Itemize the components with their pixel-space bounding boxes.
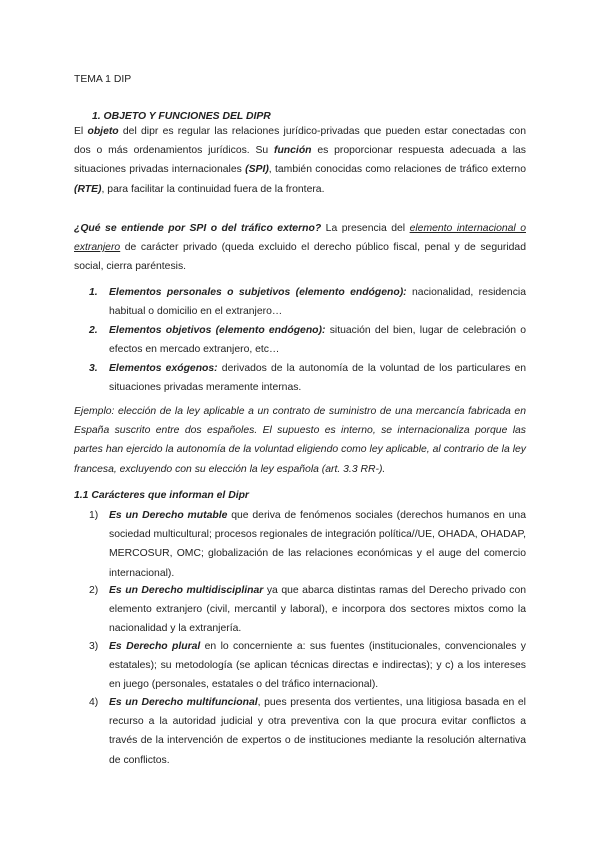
- text: del dipr es regular las relaciones jurídico-privadas que pueden estar conectadas con dos o más ordenamientos jurídicos. Su: [74, 126, 526, 157]
- section-heading: 1. OBJETO Y FUNCIONES DEL DIPR: [92, 111, 271, 122]
- text: La presencia del: [321, 223, 410, 234]
- list-number: 1.: [89, 287, 98, 298]
- underlined-term: elemento internacional o extranjero: [74, 223, 526, 254]
- list-term: Es Derecho plural: [109, 641, 201, 652]
- document-title: TEMA 1 DIP: [74, 74, 132, 85]
- term-spi: (SPI): [245, 164, 269, 176]
- list-number: 4): [89, 697, 99, 708]
- text: , para facilitar la continuidad fuera de la frontera.: [101, 183, 325, 195]
- text: , también conocidas como relaciones de tráfico externo: [268, 164, 526, 176]
- list-item: [89, 506, 526, 583]
- list-item: [89, 321, 526, 359]
- paragraph-spi: [74, 219, 526, 277]
- list-term: Elementos personales o subjetivos (elemento endógeno):: [109, 287, 407, 298]
- term-rte: (RTE): [74, 183, 102, 195]
- list-term: Es un Derecho multifuncional: [109, 697, 258, 708]
- question: ¿Qué se entiende por SPI o del tráfico externo?: [74, 223, 322, 234]
- example-paragraph: Ejemplo: elección de la ley aplicable a un contrato de suministro de una mercancía fabricada en España suscrito entre dos españoles. El supuesto es interno, se internacionaliza porque las partes han ejercido la autonomía de la voluntad eligiendo como ley aplicable, al contrario de la ley francesa, excluyendo con su elección la ley española (art. 3.3 RR-).: [74, 406, 526, 475]
- list-number: 3.: [89, 363, 98, 374]
- list-text: en lo concerniente a: sus fuentes (institucionales, convencionales y estatales); su metodología (se aplican técnicas directas e indirectas); y c) a los intereses en juego (personales, estatales o del tráfico internacional).: [109, 641, 526, 691]
- list-item: [89, 693, 526, 770]
- text: El: [74, 126, 88, 137]
- list-item: [89, 359, 526, 397]
- list-term: Elementos exógenos:: [109, 363, 218, 374]
- paragraph-objeto: [74, 122, 526, 199]
- list-item: [89, 581, 526, 639]
- term-objeto: objeto: [87, 126, 119, 137]
- list-number: 3): [89, 641, 99, 652]
- text: es proporcionar respuesta adecuada a las situaciones privadas internacionales: [74, 145, 526, 176]
- list-item: [89, 283, 526, 321]
- list-text: nacionalidad, residencia habitual o domicilio en el extranjero…: [109, 287, 526, 318]
- text: de carácter privado (queda excluido el derecho público fiscal, penal y de seguridad social, cierra paréntesis.: [74, 242, 526, 273]
- list-text: ya que abarca distintas ramas del Derecho privado con elemento extranjero (civil, mercantil y laboral), e incorpora dos sectores mixtos como la nacionalidad y la extranjería.: [109, 585, 526, 635]
- list-number: 1): [89, 510, 99, 521]
- term-funcion: función: [274, 145, 312, 157]
- list-term: Es un Derecho mutable: [109, 510, 228, 521]
- list-text: situación del bien, lugar de celebración o efectos en mercado extranjero, etc…: [109, 325, 526, 356]
- list-text: que deriva de fenómenos sociales (derechos humanos en una sociedad multicultural; procesos regionales de integración política//UE, OHADA, OHADAP, MERCOSUR, OMC; globalización de las relaciones económicas y el auge del comercio internacional).: [109, 510, 526, 579]
- list-term: Es un Derecho multidisciplinar: [109, 585, 264, 596]
- list-number: 2): [89, 585, 99, 596]
- list-text: , pues presenta dos vertientes, una litigiosa basada en el recurso a la autoridad judicial y otra preventiva con la que procura evitar conflictos a través de la intervención de expertos o de instituciones mediante la resolución alternativa de conflictos.: [109, 697, 526, 766]
- subsection-heading: 1.1 Carácteres que informan el Dipr: [74, 490, 249, 501]
- list-number: 2.: [89, 325, 98, 336]
- list-term: Elementos objetivos (elemento endógeno):: [109, 325, 326, 336]
- list-text: derivados de la autonomía de la voluntad de los particulares en situaciones privadas meramente internas.: [109, 363, 526, 394]
- list-item: [89, 637, 526, 695]
